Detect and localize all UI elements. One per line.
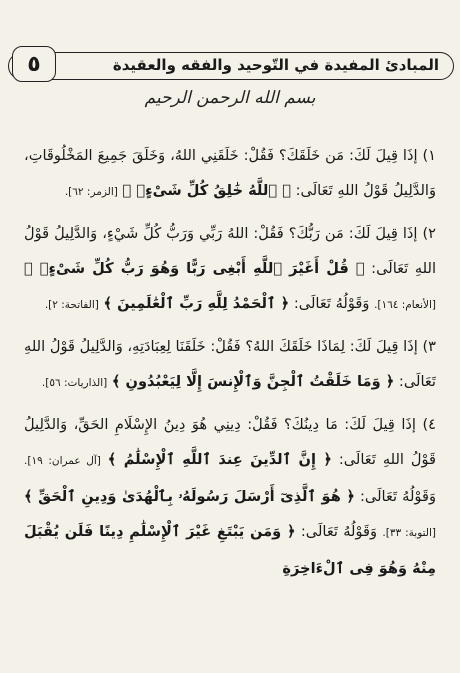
paragraph-1 [24,138,436,210]
verse-reference: [آل عمران: ١٩]. [24,455,101,467]
quran-verse: ﴿ إِنَّ ٱلدِّينَ عِندَ ٱللَّهِ ٱلْإِسْلَٰمُ ﴾ [107,451,332,468]
quran-verse: ﴿ قُلْ أَغَيْرَ ٱللَّهِ أَبْغِى رَبًّا وَهُوَ رَبُّ كُلِّ شَىْءٍۢ ﴾ [24,260,365,277]
quran-verse: ﴿ وَمَن يَبْتَغِ غَيْرَ ٱلْإِسْلَٰمِ دِينًا فَلَن يُقْبَلَ مِنْهُ وَهُوَ فِى ٱلْءَاخِرَةِ [24,523,436,577]
quran-verse: ﴿ ٱللَّهُ خَٰلِقُ كُلِّ شَىْءٍۢ ﴾ [122,182,291,199]
question-text: ١) إذَا قِيلَ لَكَ: مَن خَلَقَكَ؟ فَقُلْ: خَلَقَنِي اللهُ، وَخَلَقَ جَمِيعَ المَخْلُوقَاتِ، وَالدَّلِيلُ قَوْلُ اللهِ تَعَالَى: [24,147,436,199]
paragraph-4 [24,407,436,586]
basmala-calligraphy: بسم الله الرحمن الرحيم [144,88,316,108]
question-text: ٤) إذَا قِيلَ لَكَ: مَا دِينُكَ؟ فَقُلْ: دِينِي هُوَ دِينُ الإِسْلَامِ الحَقِّ، وَالدَّلِيلُ قَوْلُ اللهِ تَعَالَى: [24,416,436,468]
connector-text: وَقَوْلُهُ تَعَالَى: [360,488,436,505]
quran-verse: ﴿ ٱلْحَمْدُ لِلَّهِ رَبِّ ٱلْعَٰلَمِينَ ﴾ [103,295,290,312]
verse-reference: [الذاريات: ٥٦]. [41,377,108,389]
page-number: ٥ [12,46,56,82]
verse-reference: [الزمر: ٦٢]. [64,186,118,198]
verse-reference: [الأنعام: ١٦٤]. [374,299,436,311]
body-text [24,138,436,592]
verse-reference: [التوبة: ٣٣]. [382,527,437,539]
header-title: المبادئ المفيدة في التّوحيد والفقه والعقيدة [112,56,439,74]
paragraph-3 [24,329,436,401]
connector-text: وَقَوْلُهُ تَعَالَى: [293,295,370,312]
connector-text: وَقَوْلُهُ تَعَالَى: [300,523,378,540]
paragraph-2 [24,216,436,323]
quran-verse: ﴿ هُوَ ٱلَّذِىٓ أَرْسَلَ رَسُولَهُۥ بِٱلْهُدَىٰ وَدِينِ ٱلْحَقِّ ﴾ [24,488,355,505]
question-text: ٣) إذَا قِيلَ لَكَ: لِمَاذَا خَلَقَكَ اللهُ؟ فَقُلْ: خَلَقَنَا لِعِبَادَتِهِ، وَالدَّلِيلُ قَوْلُ اللهِ تَعَالَى: [24,338,436,390]
verse-reference: [الفاتحة: ٢]. [44,299,99,311]
quran-verse: ﴿ وَمَا خَلَقْتُ ٱلْجِنَّ وَٱلْإِنسَ إِلَّا لِيَعْبُدُونِ ﴾ [111,373,395,390]
running-header [8,52,454,80]
question-text: ٢) إذَا قِيلَ لَكَ: مَن رَبُّكَ؟ فَقُلْ: اللهُ رَبِّي وَرَبُّ كُلِّ شَيْءٍ، وَالدَّلِيلُ قَوْلُ اللهِ تَعَالَى: [24,225,436,277]
